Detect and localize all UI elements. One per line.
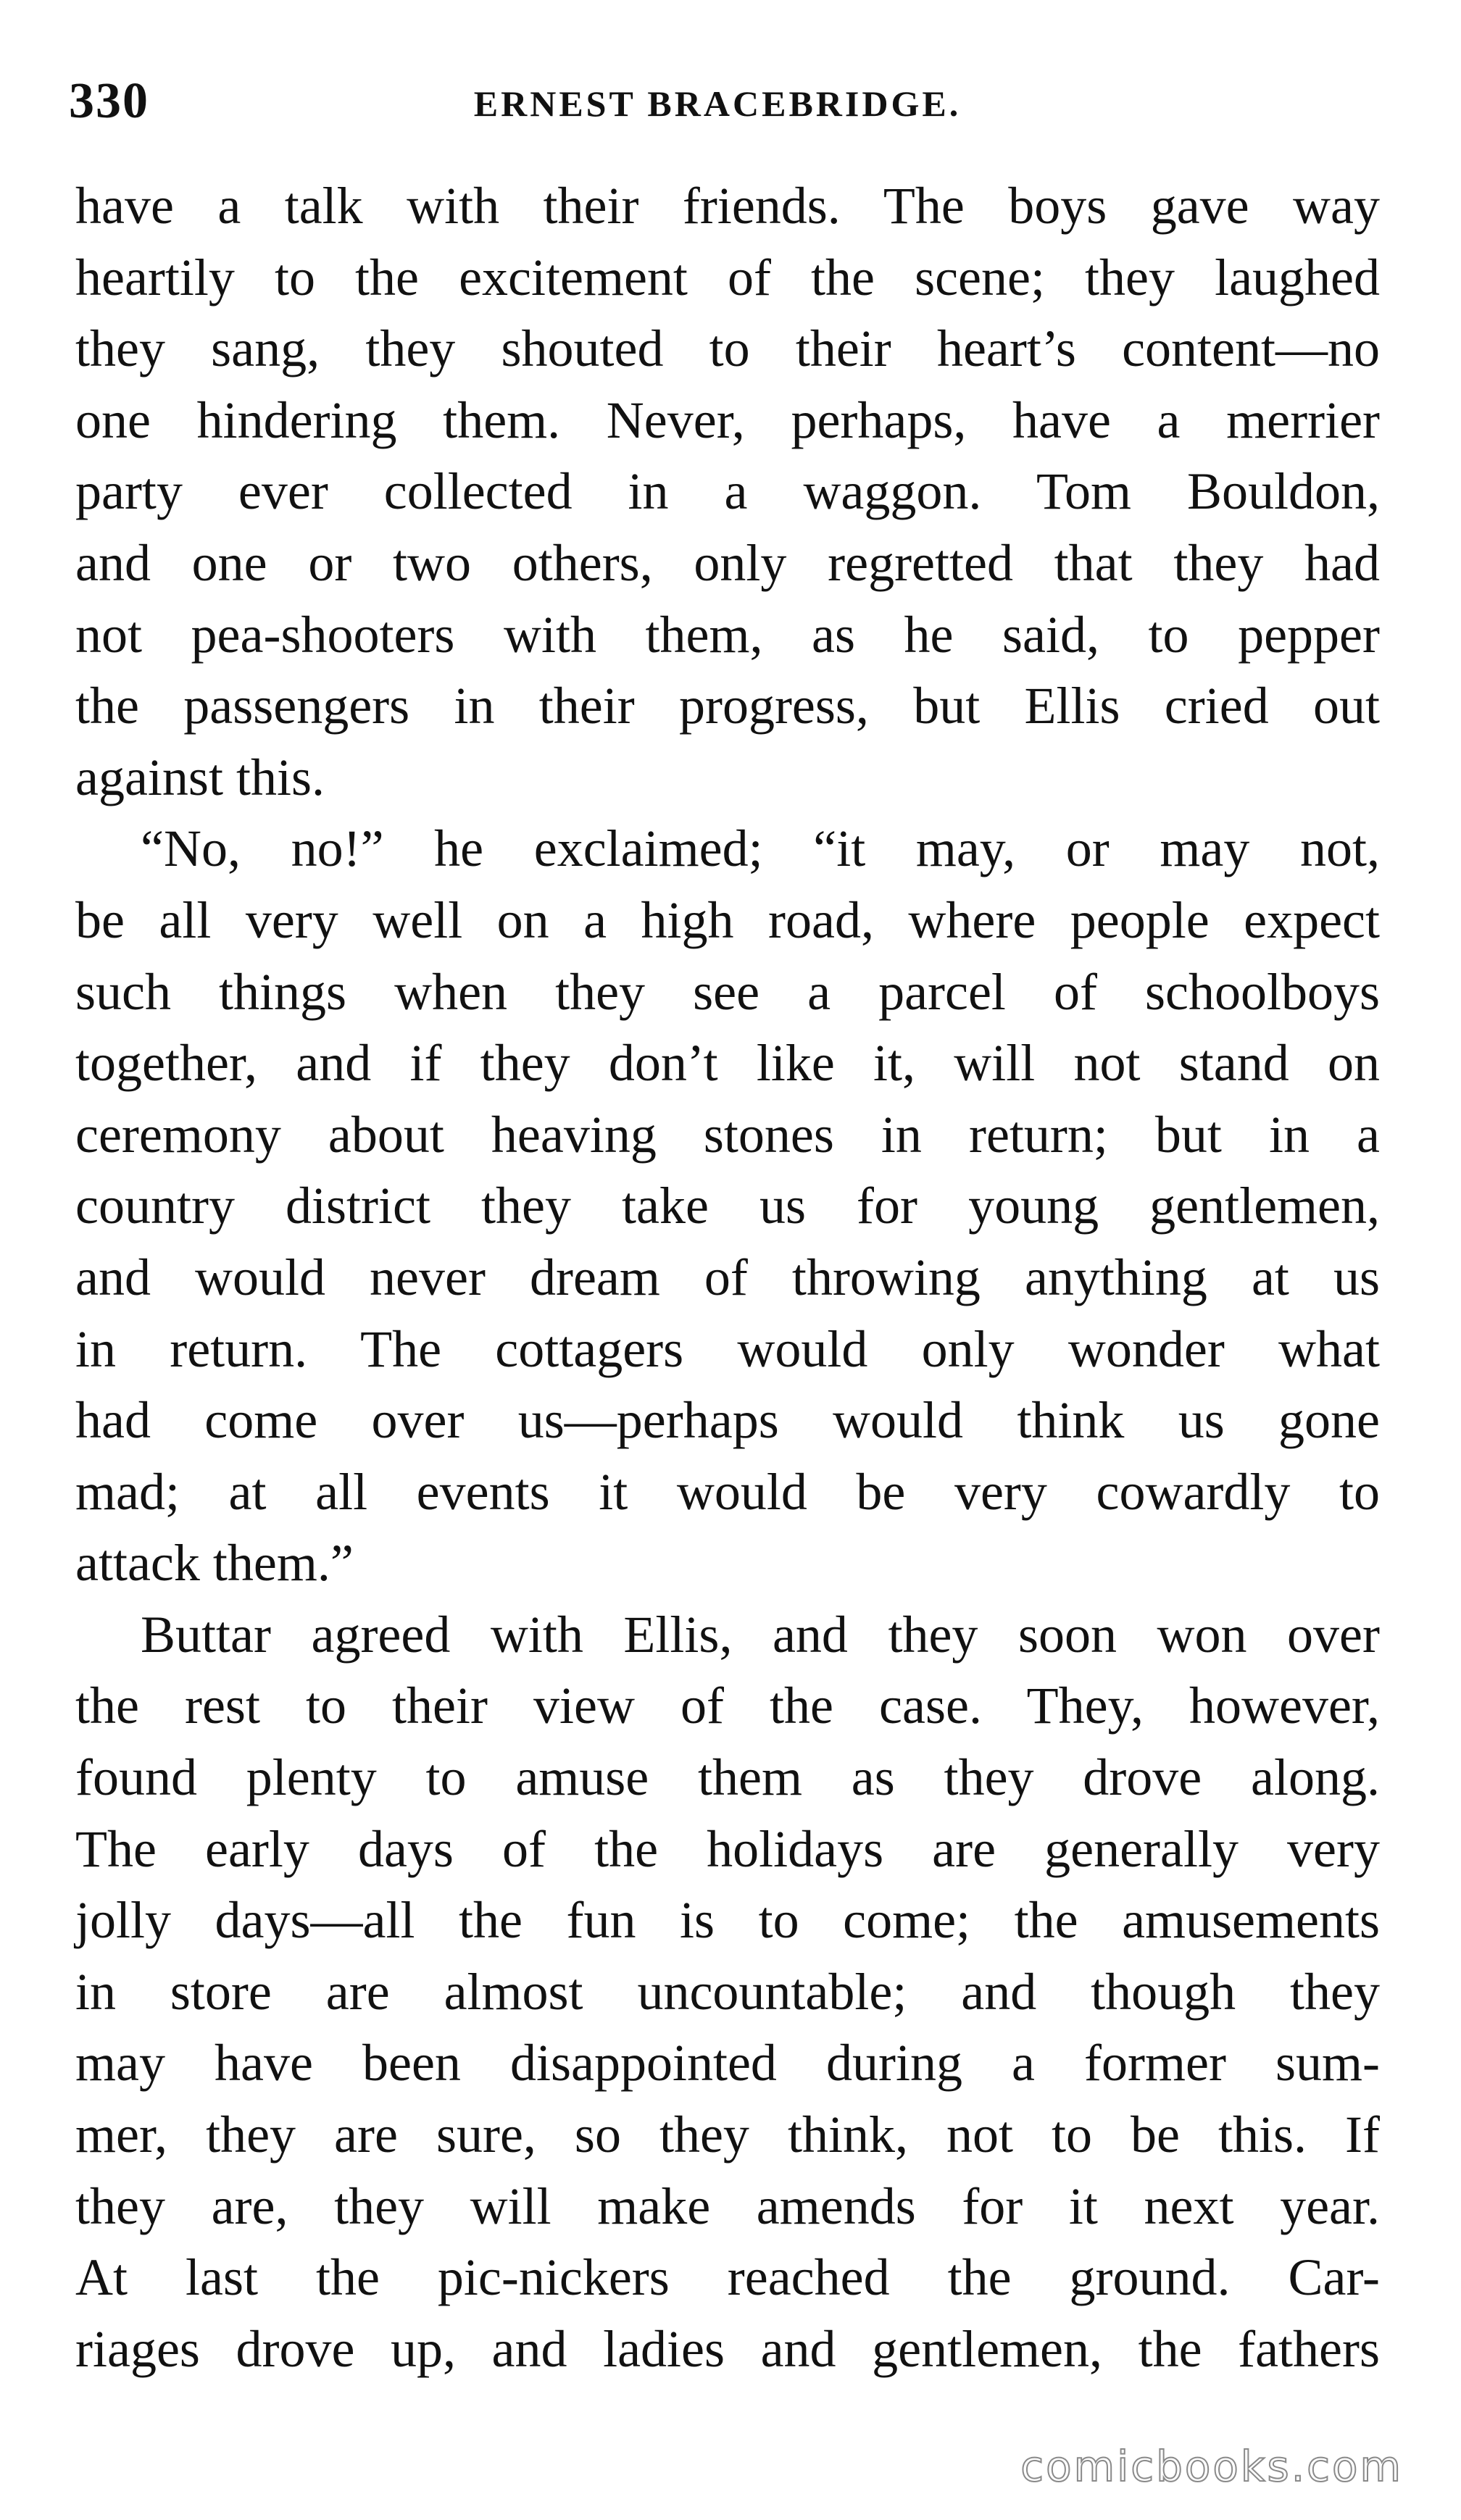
text-line: such things when they see a parcel of schoolboys	[75, 962, 1380, 1021]
text-line: At last the pic-nickers reached the ground. Car-	[75, 2248, 1380, 2307]
text-line: one hindering them. Never, perhaps, have a merrier	[75, 391, 1380, 449]
text-line: in store are almost uncountable; and though they	[75, 1962, 1380, 2021]
text-line: be all very well on a high road, where people expect	[75, 890, 1380, 949]
text-line: the passengers in their progress, but Ellis cried out	[75, 677, 1380, 735]
text-line: attack them.”	[75, 1534, 354, 1593]
page-header	[69, 69, 1366, 134]
text-line: heartily to the excitement of the scene; they laughed	[75, 248, 1380, 306]
text-line: in return. The cottagers would only wonder what	[75, 1319, 1380, 1378]
text-line: the rest to their view of the case. They, however,	[75, 1677, 1380, 1735]
text-line: found plenty to amuse them as they drove along.	[75, 1748, 1380, 1807]
text-line: they sang, they shouted to their heart’s content—no	[75, 320, 1380, 378]
text-line: and one or two others, only regretted that they had	[75, 533, 1380, 592]
text-line: mer, they are sure, so they think, not to be this. If	[75, 2106, 1380, 2164]
watermark: comicbooks.com	[1020, 2442, 1403, 2491]
text-line: jolly days—all the fun is to come; the amusements	[75, 1891, 1380, 1950]
text-line: ceremony about heaving stones in return; but in a	[75, 1105, 1380, 1164]
text-line: not pea-shooters with them, as he said, to pepper	[75, 605, 1380, 664]
text-line: and would never dream of throwing anything at us	[75, 1248, 1380, 1306]
text-line: “No, no!” he exclaimed; “it may, or may not,	[141, 819, 1380, 878]
text-line: mad; at all events it would be very cowardly to	[75, 1462, 1380, 1521]
text-line: party ever collected in a waggon. Tom Bouldon,	[75, 462, 1380, 521]
text-line: country district they take us for young gentlemen,	[75, 1177, 1380, 1235]
text-line: The early days of the holidays are generally very	[75, 1819, 1380, 1878]
text-line: have a talk with their friends. The boys gave way	[75, 177, 1380, 235]
text-line: Buttar agreed with Ellis, and they soon won over	[141, 1605, 1380, 1664]
text-line: had come over us—perhaps would think us gone	[75, 1391, 1380, 1450]
text-line: riages drove up, and ladies and gentlemen, the fathers	[75, 2319, 1380, 2378]
text-line: may have been disappointed during a former sum-	[75, 2034, 1380, 2093]
running-title: ERNEST BRACEBRIDGE.	[473, 83, 962, 124]
text-line: together, and if they don’t like it, will not stand on	[75, 1034, 1380, 1093]
text-line: they are, they will make amends for it next year.	[75, 2177, 1380, 2235]
body-text	[75, 170, 1380, 2385]
text-line: against this.	[75, 748, 325, 806]
page-number: 330	[69, 73, 149, 129]
